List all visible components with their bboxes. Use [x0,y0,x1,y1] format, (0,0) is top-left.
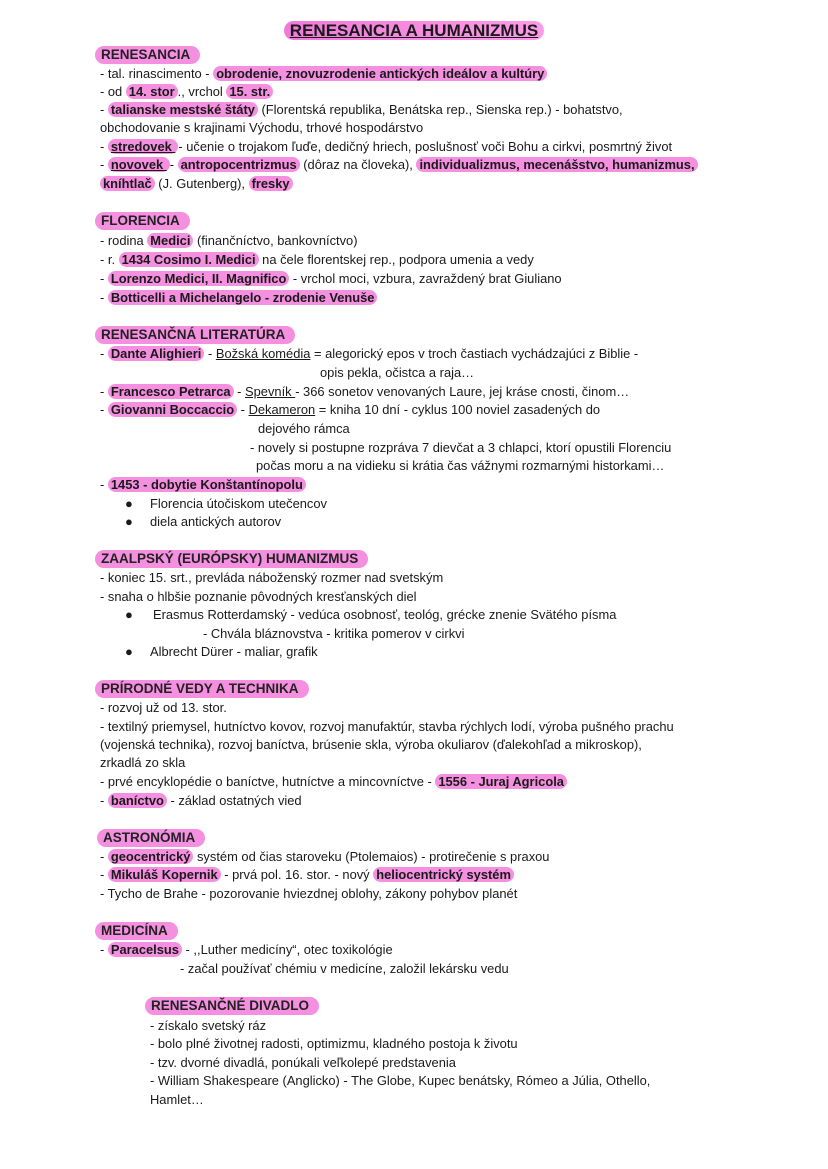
text-line: - začal používať chémiu v medicíne, založil lekársku vedu [180,961,509,976]
text-line: - geocentrický systém od čias staroveku (Ptolemaios) - protirečenie s praxou [100,849,550,864]
text-line: - od 14. stor ., vrchol 15. str. [100,83,273,101]
text-line: - Mikuláš Kopernik - prvá pol. 16. stor. - nový heliocentrický systém [100,866,514,884]
text-line: - novovek - antropocentrizmus (dôraz na človeka), individualizmus, mecenášstvo, humanizmus, [100,156,698,174]
text-line: - talianske mestské štáty (Florentská republika, Benátska rep., Sienska rep.) - bohatstvo, [100,102,623,117]
text-line: - snaha o hlbšie poznanie pôvodných kresťanských diel [100,589,417,604]
text-line: (vojenská technika), rozvoj baníctva, brúsenie skla, výroba okuliarov (ďalekohľad a mikroskop), [100,737,642,752]
text-line: - novely si postupne rozpráva 7 dievčat a 3 chlapci, ktorí opustili Florenciu [250,440,672,455]
text-line: - Lorenzo Medici, II. Magnifico - vrchol moci, vzbura, zavraždený brat Giuliano [100,271,562,286]
heading-literatura: RENESANČNÁ LITERATÚRA [95,326,295,344]
text-line: - Francesco Petrarca - Spevník - 366 sonetov venovaných Laure, jej kráse cnosti, činom… [100,384,630,399]
text-line: - stredovek - učenie o trojakom ľuďe, dedičný hriech, poslušnosť voči Bohu a cirkvi, posmrtný život [100,139,673,154]
heading-medicina: MEDICÍNA [95,922,178,940]
text-line: - rozvoj už od 13. stor. [100,700,227,715]
heading-florencia: FLORENCIA [95,212,190,230]
heading-vedy: PRÍRODNÉ VEDY A TECHNIKA [95,680,309,698]
list-item: Erasmus Rotterdamský - vedúca osobnosť, teológ, grécke znenie Svätého písma [153,607,617,622]
text-line: - tal. rinascimento - obrodenie, znovuzrodenie antických ideálov a kultúry [100,65,547,83]
text-line: - Giovanni Boccaccio - Dekameron = kniha 10 dní - cyklus 100 noviel zasadených do [100,402,601,417]
bullet-icon: ● [125,607,133,622]
text-line: - získalo svetský ráz [150,1018,267,1033]
bullet-icon: ● [125,644,133,659]
text-line: - rodina Medici (finančníctvo, bankovníctvo) [100,233,358,248]
text-line: - Dante Alighieri - Božská komédia = alegorický epos v troch častiach vychádzajúci z Biblie - [100,346,639,361]
text-line: - prvé encyklopédie o baníctve, hutníctve a mincovníctve - 1556 - Juraj Agricola [100,773,567,791]
bullet-icon: ● [125,514,133,529]
text-line: - koniec 15. srt., prevláda náboženský rozmer nad svetským [100,570,444,585]
text-line: - bolo plné životnej radosti, optimizmu, kladného postoja k životu [150,1036,518,1051]
list-item: Florencia útočiskom utečencov [150,496,327,511]
text-line: - baníctvo - základ ostatných vied [100,793,302,808]
list-item: diela antických autorov [150,514,282,529]
text-line: obchodovanie s krajinami Východu, trhové hospodárstvo [100,120,424,135]
text-line: - textilný priemysel, hutníctvo kovov, rozvoj manufaktúr, stavba rýchlych lodí, výroba pušného prachu [100,719,674,734]
page-title: RENESANCIA A HUMANIZMUS [0,20,828,42]
text-line: - Tycho de Brahe - pozorovanie hviezdnej oblohy, zákony pohybov planét [100,886,518,901]
list-item: Albrecht Dürer - maliar, grafik [150,644,318,659]
text-line: - Paracelsus - ,,Luther medicíny“, otec toxikológie [100,942,393,957]
text-line: Hamlet… [150,1092,204,1107]
text-line: zrkadlá zo skla [100,755,186,770]
text-line: - Botticelli a Michelangelo - zrodenie Venuše [100,289,377,307]
heading-divadlo: RENESANČNÉ DIVADLO [145,997,319,1015]
text-line: - r. 1434 Cosimo I. Medici na čele florentskej rep., podpora umenia a vedy [100,252,534,267]
text-line: - 1453 - dobytie Konštantínopolu [100,476,306,494]
heading-renesancia: RENESANCIA [95,46,200,64]
bullet-icon: ● [125,496,133,511]
heading-humanizmus: ZAALPSKÝ (EURÓPSKY) HUMANIZMUS [95,550,368,568]
text-line: - tzv. dvorné divadlá, ponúkali veľkolepé predstavenia [150,1055,456,1070]
heading-astronomia: ASTRONÓMIA [97,829,205,847]
text-line: opis pekla, očistca a raja… [320,365,475,380]
text-line: - William Shakespeare (Anglicko) - The Globe, Kupec benátsky, Rómeo a Júlia, Othello, [150,1073,651,1088]
text-line: počas moru a na vidieku si krátia čas vážnymi rozmarnými historkami… [256,458,665,473]
text-line: kníhtlač (J. Gutenberg), fresky [100,175,293,193]
text-line: dejového rámca [258,421,350,436]
text-line: - Chvála bláznovstva - kritika pomerov v cirkvi [203,626,465,641]
